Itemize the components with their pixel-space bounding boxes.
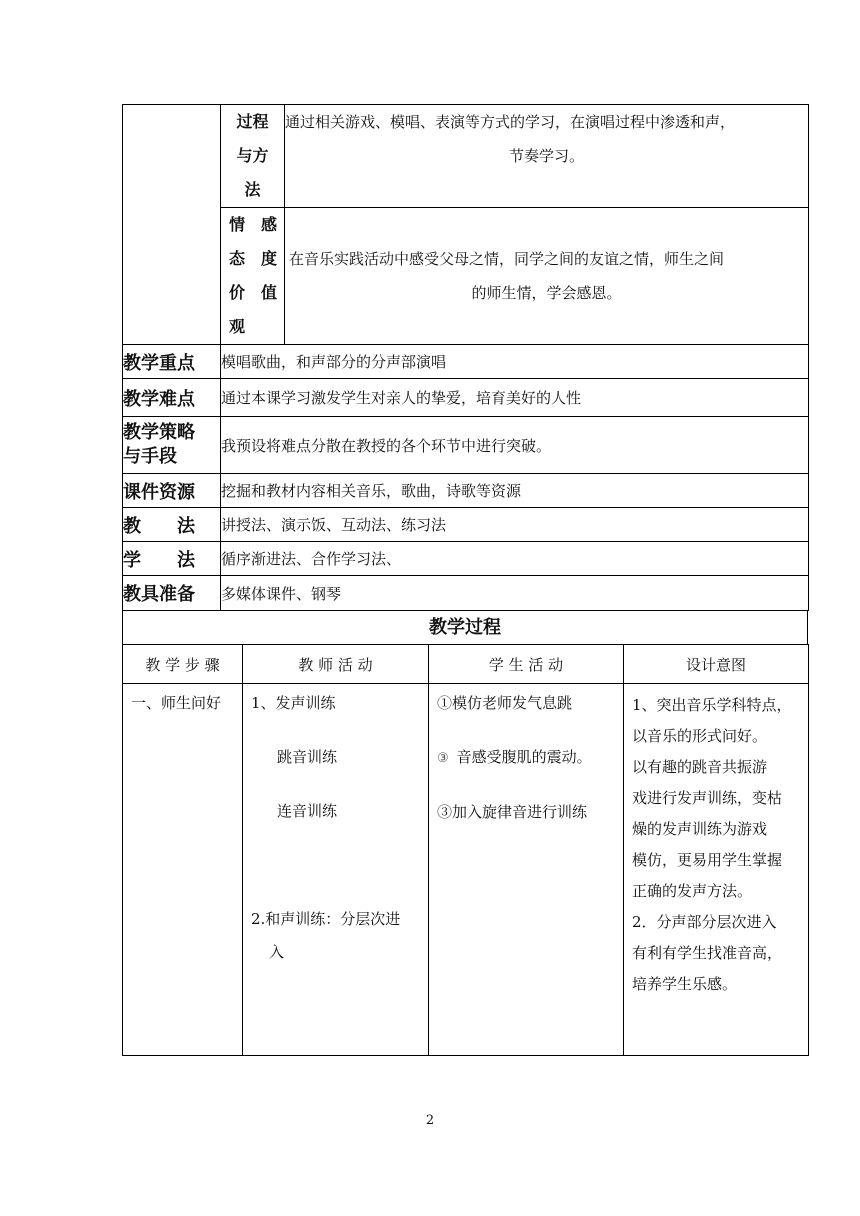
header-teacher: 教 师 活 动 (243, 645, 429, 684)
teacher-line: 2.和声训练：分层次进 (251, 910, 401, 928)
student-activity-cell (429, 684, 624, 1056)
teaching-method-label: 教 法 (123, 508, 221, 542)
design-line: 以有趣的跳音共振游 (632, 758, 768, 776)
design-line: 燥的发声训练为游戏 (632, 820, 768, 838)
design-line: 以音乐的形式问好。 (632, 727, 768, 745)
learning-method-value: 循序渐进法、合作学习法、 (221, 542, 809, 576)
process-table (122, 644, 809, 1056)
emotion-values-text: 在音乐实践活动中感受父母之情，同学之间的友谊之情，师生之间 的师生情，学会感恩。 (285, 208, 809, 345)
design-intent-cell (624, 684, 809, 1056)
teacher-line: 1、发声训练 (251, 694, 336, 712)
design-line: 有利有学生找准音高， (632, 944, 783, 962)
student-line: ③ 音感受腹肌的震动。 (437, 748, 592, 766)
key-points-value: 模唱歌曲，和声部分的分声部演唱 (221, 345, 809, 379)
difficulties-label: 教学难点 (123, 379, 221, 417)
header-step: 教 学 步 骤 (123, 645, 243, 684)
process-title: 教学过程 (122, 611, 808, 644)
teacher-line: 跳音训练 (277, 748, 338, 766)
header-student: 学 生 活 动 (429, 645, 624, 684)
strategy-value: 我预设将难点分散在教授的各个环节中进行突破。 (221, 417, 809, 474)
student-line: ③加入旋律音进行训练 (437, 803, 588, 821)
teaching-method-value: 讲授法、演示饭、互动法、练习法 (221, 508, 809, 542)
design-line: 2．分声部分层次进入 (632, 913, 777, 931)
design-line: 培养学生乐感。 (632, 975, 738, 993)
teacher-line: 入 (269, 943, 285, 961)
design-line: 模仿，更易用学生掌握 (632, 851, 783, 869)
tools-label: 教具准备 (123, 576, 221, 611)
teacher-line: 连音训练 (277, 802, 338, 820)
difficulties-value: 通过本课学习激发学生对亲人的挚爱，培育美好的人性 (221, 379, 809, 417)
circled-number-mark: ③ (437, 751, 449, 766)
process-method-text: 通过相关游戏、模唱、表演等方式的学习，在演唱过程中渗透和声， 节奏学习。 (285, 105, 809, 208)
header-design: 设计意图 (624, 645, 809, 684)
process-method-label: 过程 与方 法 (221, 105, 285, 208)
blank-category-cell (123, 105, 221, 345)
design-line: 正确的发声方法。 (632, 882, 753, 900)
design-line: 1、突出音乐学科特点， (632, 696, 792, 714)
design-line: 戏进行发声训练，变枯 (632, 789, 783, 807)
key-points-label: 教学重点 (123, 345, 221, 379)
learning-method-label: 学 法 (123, 542, 221, 576)
resources-label: 课件资源 (123, 474, 221, 508)
strategy-label: 教学策略 与手段 (123, 417, 221, 474)
student-line: ①模仿老师发气息跳 (437, 694, 573, 712)
step-cell: 一、师生问好 (123, 684, 243, 1056)
resources-value: 挖掘和教材内容相关音乐，歌曲，诗歌等资源 (221, 474, 809, 508)
lesson-plan-table (122, 104, 809, 611)
teacher-activity-cell (243, 684, 429, 1056)
page-number: 2 (425, 1113, 435, 1128)
tools-value: 多媒体课件、钢琴 (221, 576, 809, 611)
emotion-values-label: 情 感 态 度 价 值 观 (221, 208, 285, 345)
